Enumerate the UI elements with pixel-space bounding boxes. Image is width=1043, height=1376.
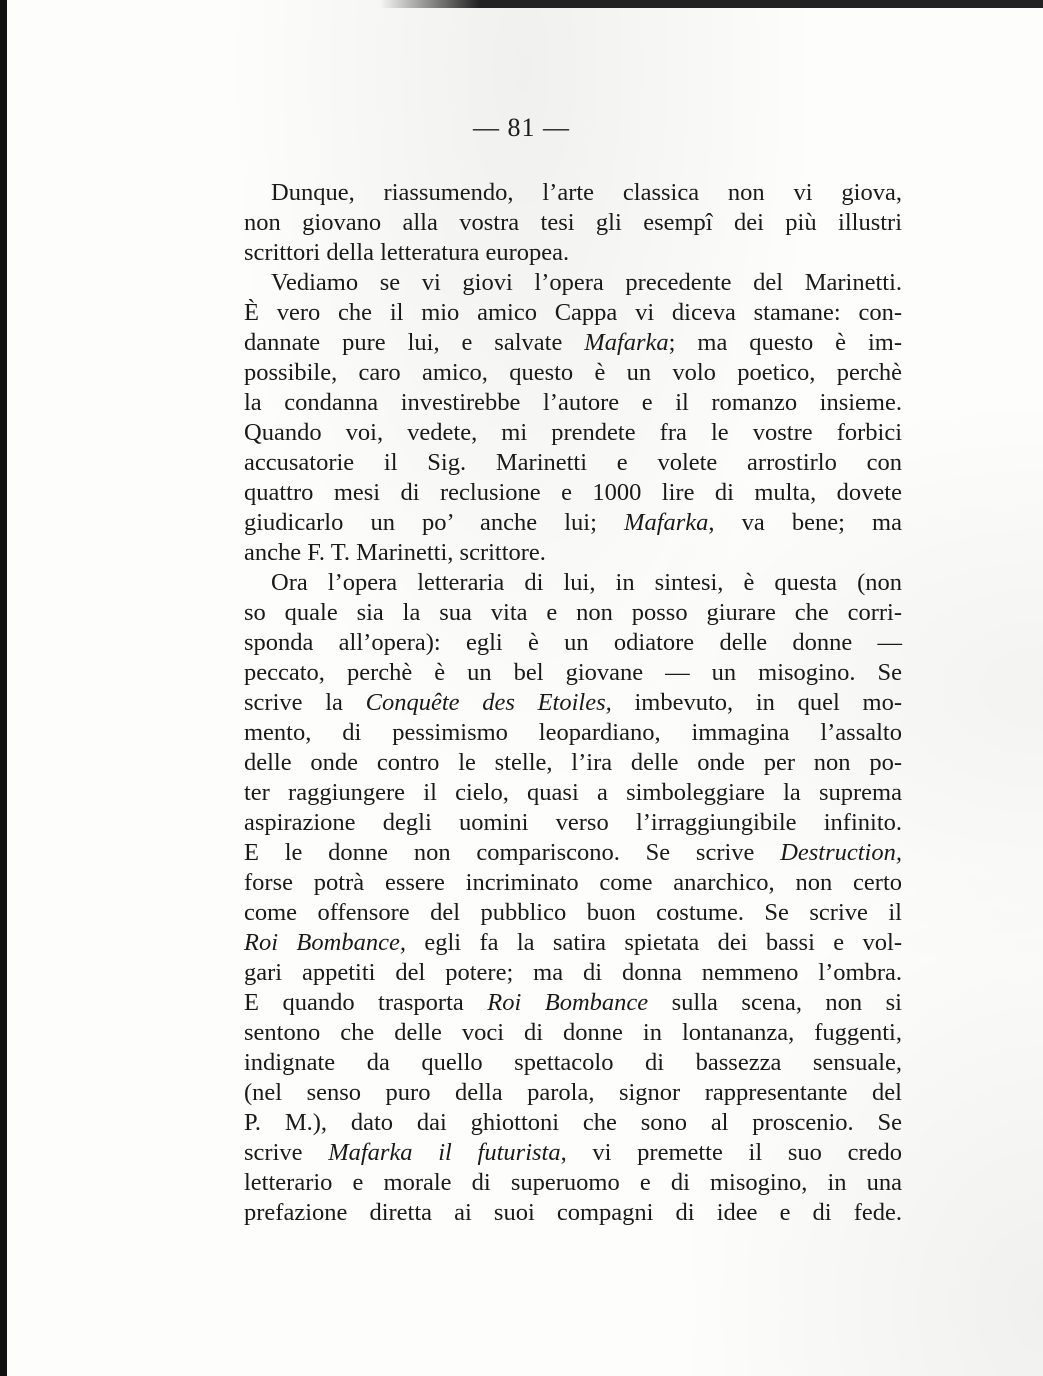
text-line: giudicarlo un po’ anche lui; Mafarka, va bene; ma xyxy=(244,509,902,536)
text-line: scrittori della letteratura europea. xyxy=(244,239,570,266)
text-line: Quando voi, vedete, mi prendete fra le vostre forbici xyxy=(244,419,902,446)
text-line: quattro mesi di reclusione e 1000 lire di multa, dovete xyxy=(244,479,902,506)
scan-left-border xyxy=(0,0,7,1376)
text-line: E quando trasporta Roi Bombance sulla scena, non si xyxy=(244,989,902,1016)
text-line: indignate da quello spettacolo di bassezza sensuale, xyxy=(244,1049,902,1076)
italic-title: Mafarka xyxy=(584,329,669,356)
text-line: scrive la Conquête des Etoiles, imbevuto, in quel mo- xyxy=(244,689,902,716)
text-line: P. M.), dato dai ghiottoni che sono al proscenio. Se xyxy=(244,1109,902,1136)
text-line: sponda all’opera): egli è un odiatore delle donne — xyxy=(244,629,902,656)
text-line: delle onde contro le stelle, l’ira delle onde per non po- xyxy=(244,749,902,776)
text-line: aspirazione degli uomini verso l’irraggiungibile infinito. xyxy=(244,809,902,836)
text-line: Ora l’opera letteraria di lui, in sintesi, è questa (non xyxy=(271,569,902,596)
italic-title: Conquête des Etoiles, xyxy=(365,689,612,716)
text-line: E le donne non compariscono. Se scrive Destruction, xyxy=(244,839,902,866)
text-line: peccato, perchè è un bel giovane — un misogino. Se xyxy=(244,659,902,686)
text-line: sentono che delle voci di donne in lontananza, fuggenti, xyxy=(244,1019,902,1046)
text-line: Dunque, riassumendo, l’arte classica non vi giova, xyxy=(271,179,902,206)
text-line: scrive Mafarka il futurista, vi premette il suo credo xyxy=(244,1139,902,1166)
scan-top-border xyxy=(380,0,1043,8)
text-line: (nel senso puro della parola, signor rappresentante del xyxy=(244,1079,902,1106)
text-line: mento, di pessimismo leopardiano, immagina l’assalto xyxy=(244,719,902,746)
text-line: dannate pure lui, e salvate Mafarka; ma questo è im- xyxy=(244,329,902,356)
text-line: ter raggiungere il cielo, quasi a simboleggiare la suprema xyxy=(244,779,902,806)
text-line: gari appetiti del potere; ma di donna nemmeno l’ombra. xyxy=(244,959,902,986)
page-number: — 81 — xyxy=(473,113,570,142)
italic-title: Destruction, xyxy=(780,839,902,866)
body-text xyxy=(244,178,902,1228)
text-line: so quale sia la sua vita e non posso giurare che corri- xyxy=(244,599,902,626)
text-line: forse potrà essere incriminato come anarchico, non certo xyxy=(244,869,902,896)
italic-title: Roi Bombance, xyxy=(244,929,406,956)
italic-title: Roi Bombance xyxy=(487,989,649,1016)
text-line: prefazione diretta ai suoi compagni di idee e di fede. xyxy=(244,1199,902,1226)
text-line: letterario e morale di superuomo e di misogino, in una xyxy=(244,1169,902,1196)
text-line: È vero che il mio amico Cappa vi diceva stamane: con- xyxy=(244,299,902,326)
text-line: Roi Bombance, egli fa la satira spietata dei bassi e vol- xyxy=(244,929,902,956)
text-line: possibile, caro amico, questo è un volo poetico, perchè xyxy=(244,359,902,386)
text-line: Vediamo se vi giovi l’opera precedente del Marinetti. xyxy=(271,269,902,296)
text-line: come offensore del pubblico buon costume. Se scrive il xyxy=(244,899,902,926)
text-line: la condanna investirebbe l’autore e il romanzo insieme. xyxy=(244,389,902,416)
italic-title: Mafarka xyxy=(624,509,709,536)
text-line: accusatorie il Sig. Marinetti e volete arrostirlo con xyxy=(244,449,902,476)
text-line: non giovano alla vostra tesi gli esempî dei più illustri xyxy=(244,209,902,236)
italic-title: Mafarka il futurista xyxy=(328,1139,561,1166)
text-line: anche F. T. Marinetti, scrittore. xyxy=(244,539,546,566)
